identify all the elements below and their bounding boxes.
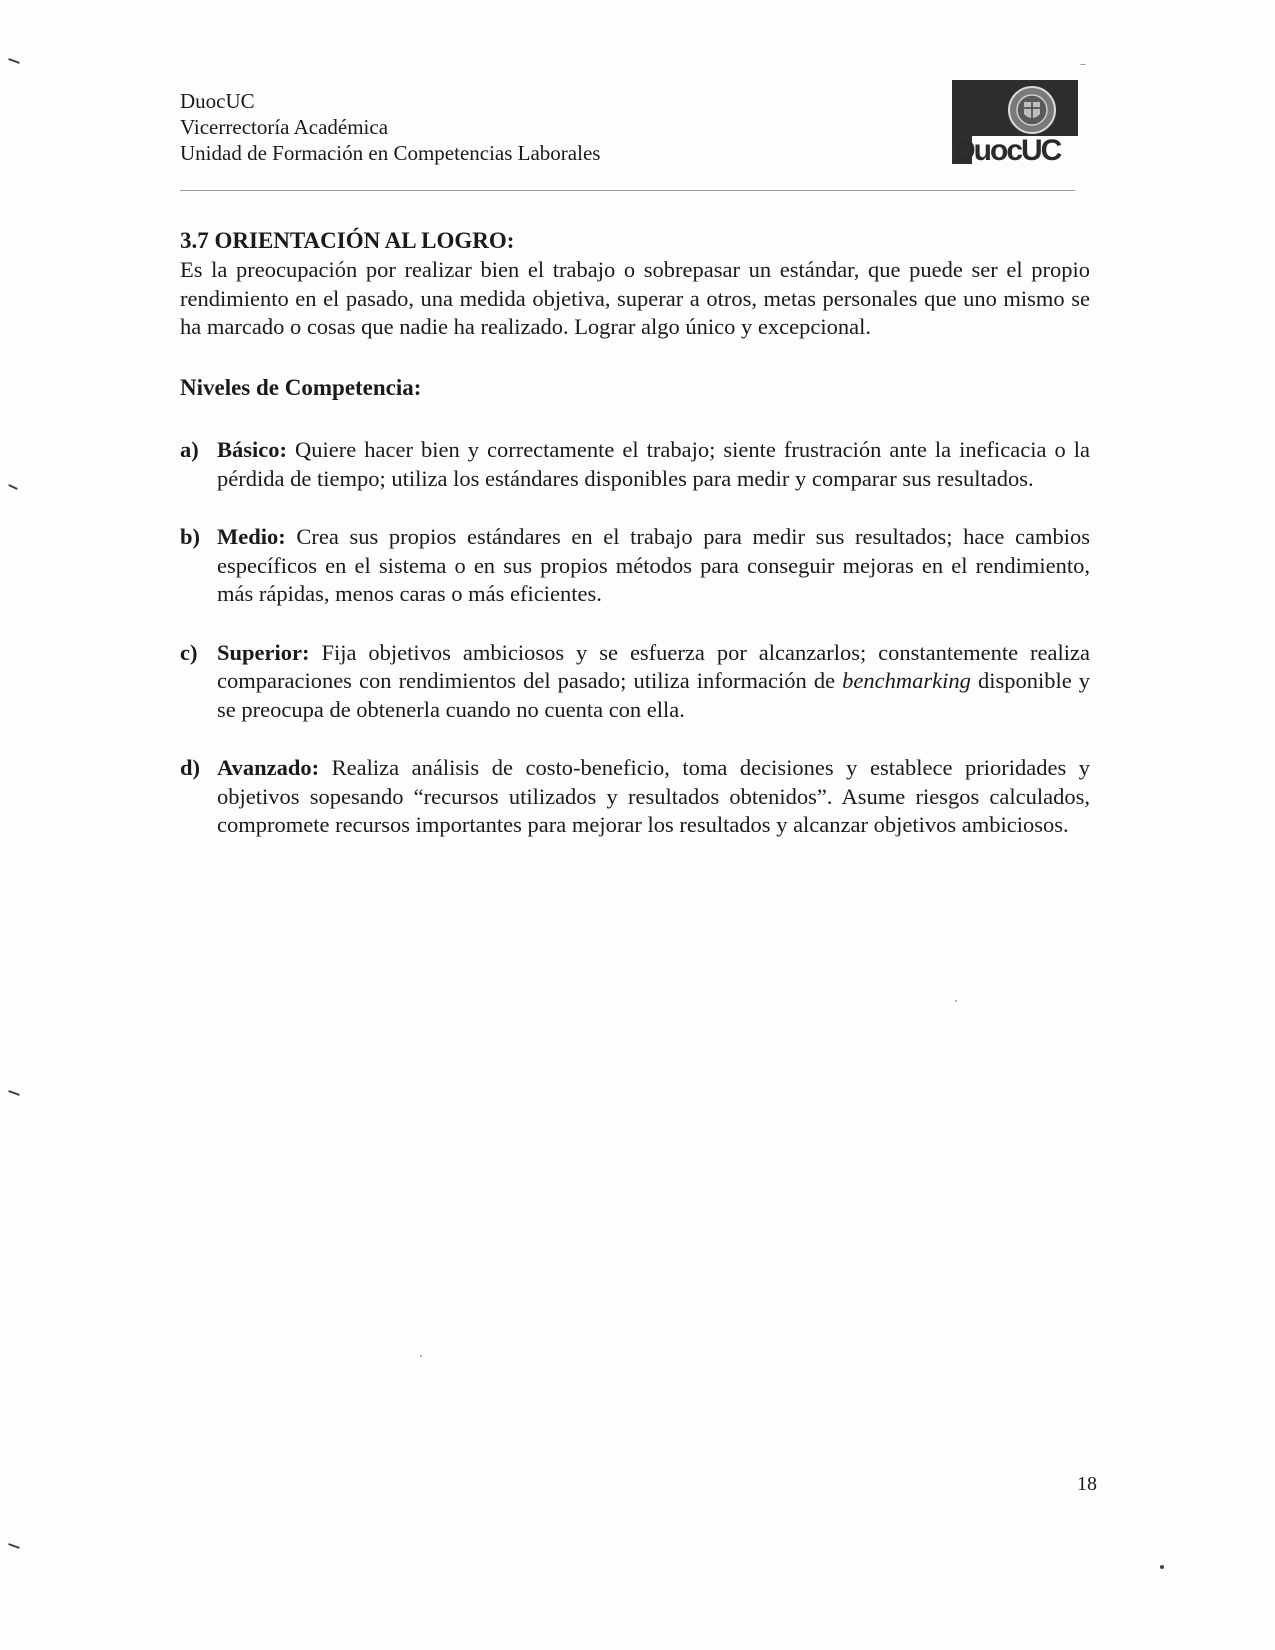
level-basico	[180, 436, 1090, 493]
level-name: Superior:	[217, 639, 310, 665]
header-institution: DuocUC	[180, 89, 255, 113]
scan-speck	[8, 1090, 20, 1096]
duocuc-logo	[952, 80, 1082, 168]
level-marker: a)	[180, 437, 199, 462]
scan-speck	[8, 1543, 20, 1549]
page-number: 18	[1077, 1473, 1097, 1495]
svg-text:DuocUC: DuocUC	[954, 134, 1061, 167]
level-marker: c)	[180, 639, 198, 665]
scan-speck	[420, 1355, 422, 1357]
level-description: Quiere hacer bien y correctamente el trabajo; siente frustración ante la ineficacia o la pérdida de tiempo; utiliza los estándares disponibles para medir y comparar sus resultados.	[217, 437, 1091, 491]
level-name: Avanzado:	[217, 755, 320, 780]
level-name: Medio:	[217, 524, 286, 549]
scan-speck	[1080, 64, 1086, 65]
section-intro: Es la preocupación por realizar bien el trabajo o sobrepasar un estándar, que puede ser el propio rendimiento en el pasado, una medida objetiva, superar a otros, metas personales que uno mismo se ha marcado o cosas que nadie ha realizado. Lograr algo único y excepcional.	[180, 257, 1090, 339]
level-description: Crea sus propios estándares en el trabajo para medir sus resultados; hace cambios específicos en el sistema o en sus propios métodos para conseguir mejoras en el rendimiento, más rápidas, menos caras o más eficientes.	[217, 524, 1091, 606]
scan-speck	[8, 484, 18, 490]
scan-speck	[1160, 1565, 1164, 1569]
level-description-italic: benchmarking	[842, 668, 971, 693]
main-content	[180, 226, 1090, 870]
levels-heading: Niveles de Competencia:	[180, 374, 422, 400]
level-marker: d)	[180, 755, 201, 780]
level-description: Fija objetivos ambiciosos y se esfuerza por alcanzarlos; constantemente realiza comparaciones con rendimientos del pasado; utiliza información de	[217, 639, 1090, 693]
level-name: Básico:	[217, 437, 287, 462]
header-vicerrectoria: Vicerrectoría Académica	[180, 115, 389, 139]
section-title: 3.7 ORIENTACIÓN AL LOGRO:	[180, 228, 515, 253]
level-description-continued: disponible y se preocupa de obtenerla cuando no cuenta con ella.	[217, 668, 1091, 722]
scan-speck	[8, 58, 20, 64]
level-superior	[180, 639, 1090, 725]
level-medio	[180, 523, 1090, 609]
header	[180, 88, 600, 166]
level-avanzado	[180, 754, 1090, 840]
header-divider	[180, 190, 1075, 191]
scan-speck	[955, 1000, 957, 1002]
header-unit: Unidad de Formación en Competencias Laborales	[180, 141, 601, 165]
level-description: Realiza análisis de costo-beneficio, toma decisiones y establece prioridades y objetivos sopesando “recursos utilizados y resultados obtenidos”. Asume riesgos calculados, compromete recursos importantes para mejorar los resultados y alcanzar objetivos ambiciosos.	[217, 755, 1091, 837]
level-marker: b)	[180, 524, 201, 549]
competency-levels-list	[180, 436, 1090, 840]
